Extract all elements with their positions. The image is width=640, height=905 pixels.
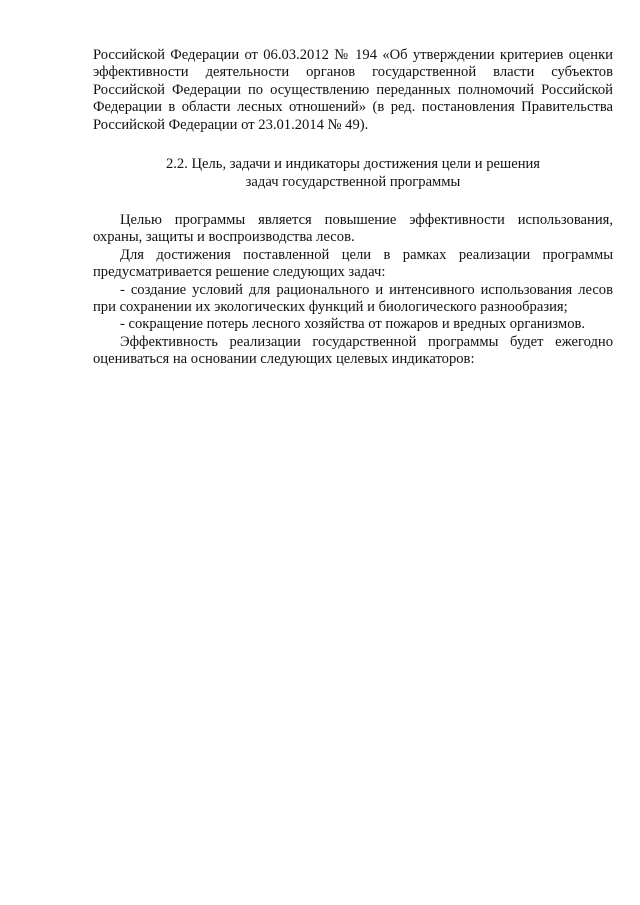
tasks-intro-paragraph: Для достижения поставленной цели в рамках реализации программы предусматривается решение следующих задач: [93, 246, 613, 281]
document-page [93, 47, 613, 369]
section-heading-line-1: 2.2. Цель, задачи и индикаторы достижения цели и решения [165, 156, 541, 173]
section-heading-line-2: задач государственной программы [245, 174, 461, 191]
indicators-intro-paragraph: Эффективность реализации государственной программы будет ежегодно оцениваться на основании следующих целевых индикаторов: [93, 333, 613, 368]
section-heading [93, 155, 613, 191]
task-item-1: - создание условий для рационального и интенсивного использования лесов при сохранении их экологических функций и биологического разнообразия; [93, 281, 613, 316]
task-item-2: - сокращение потерь лесного хозяйства от пожаров и вредных организмов. [120, 316, 586, 333]
intro-paragraph: Российской Федерации от 06.03.2012 № 194 «Об утверждении критериев оценки эффективности деятельности органов государственной власти субъектов Российской Федерации по осуществлению переданных полномочий Российской Федерации в области лесных отношений» (в ред. постановления Правительства Российской Федерации от 23.01.2014 № 49). [93, 47, 613, 133]
goal-paragraph: Целью программы является повышение эффективности использования, охраны, защиты и воспроизводства лесов. [93, 212, 613, 246]
